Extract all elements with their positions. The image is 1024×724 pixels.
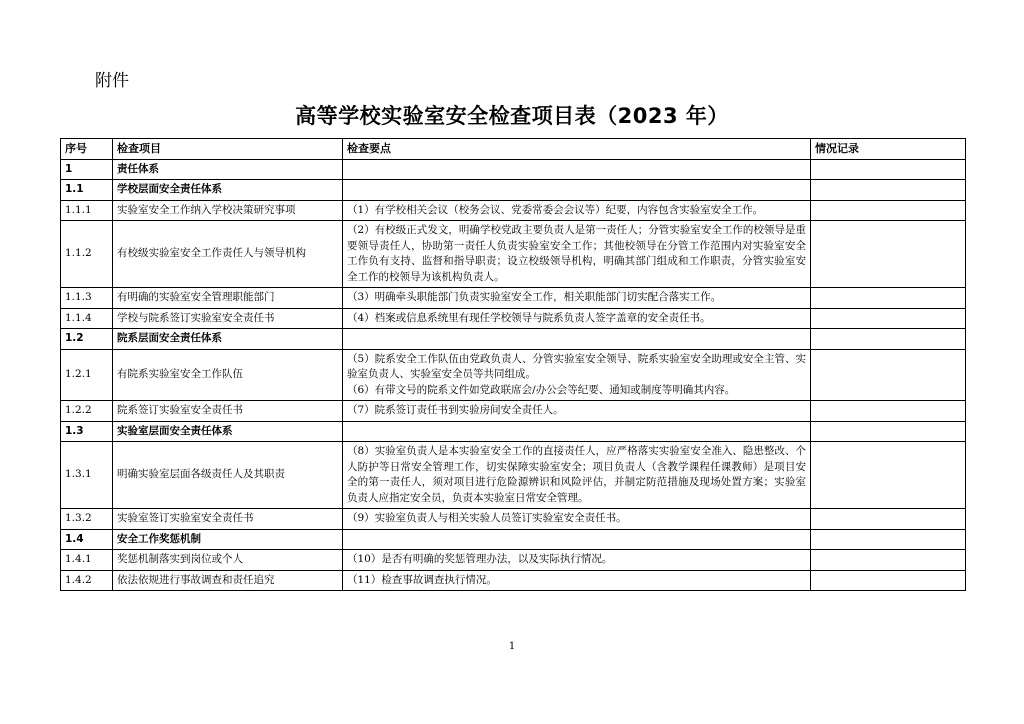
row-record-cell <box>811 550 966 571</box>
row-check-points: （2）有校级正式发文，明确学校党政主要负责人是第一责任人；分管实验室安全工作的校领导是重要领导责任人，协助第一责任人负责实验室安全工作；其他校领导在分管工作范围内对实验室安全工作负有支持、监督和指导职责；设立校级领导机构，明确其部门组成和工作职责，分管实验室安全工作的校领导为该机构负责人。 <box>343 221 811 288</box>
row-check-item: 安全工作奖惩机制 <box>113 529 343 550</box>
row-number: 1.1.2 <box>61 221 113 288</box>
row-record-cell <box>811 529 966 550</box>
row-number: 1 <box>61 159 113 180</box>
row-check-item: 院系层面安全责任体系 <box>113 329 343 350</box>
section-row <box>61 180 966 201</box>
header-item: 检查项目 <box>113 139 343 160</box>
section-row <box>61 421 966 442</box>
table-body <box>61 159 966 591</box>
row-record-cell <box>811 221 966 288</box>
row-number: 1.2.1 <box>61 349 113 401</box>
row-number: 1.2.2 <box>61 401 113 422</box>
table-row <box>61 221 966 288</box>
attachment-label: 附件 <box>95 71 129 91</box>
inspection-table <box>60 138 966 591</box>
table-header-row <box>61 139 966 160</box>
row-record-cell <box>811 180 966 201</box>
row-number: 1.3.2 <box>61 509 113 530</box>
row-check-item: 实验室层面安全责任体系 <box>113 421 343 442</box>
section-row <box>61 529 966 550</box>
row-check-item: 实验室安全工作纳入学校决策研究事项 <box>113 200 343 221</box>
row-number: 1.1.3 <box>61 288 113 309</box>
row-check-points: （5）院系安全工作队伍由党政负责人、分管实验室安全领导、院系实验室安全助理或安全主管、实验室负责人、实验室安全员等共同组成。 （6）有带文号的院系文件如党政联席会/办公会等纪要、通知或制度等明确其内容。 <box>343 349 811 401</box>
document-title: 高等学校实验室安全检查项目表（2023 年） <box>295 104 729 128</box>
row-number: 1.3.1 <box>61 442 113 509</box>
row-check-points <box>343 159 811 180</box>
row-record-cell <box>811 200 966 221</box>
table-row <box>61 401 966 422</box>
table-row <box>61 570 966 591</box>
row-check-item: 学校层面安全责任体系 <box>113 180 343 201</box>
row-check-item: 明确实验室层面各级责任人及其职责 <box>113 442 343 509</box>
row-number: 1.4.1 <box>61 550 113 571</box>
row-number: 1.4.2 <box>61 570 113 591</box>
row-check-item: 责任体系 <box>113 159 343 180</box>
row-record-cell <box>811 288 966 309</box>
header-record: 情况记录 <box>811 139 966 160</box>
row-record-cell <box>811 442 966 509</box>
row-check-points <box>343 329 811 350</box>
row-check-points <box>343 529 811 550</box>
row-record-cell <box>811 308 966 329</box>
row-record-cell <box>811 159 966 180</box>
table-row <box>61 349 966 401</box>
row-check-item: 实验室签订实验室安全责任书 <box>113 509 343 530</box>
row-check-item: 有院系实验室安全工作队伍 <box>113 349 343 401</box>
row-record-cell <box>811 329 966 350</box>
row-check-points <box>343 180 811 201</box>
row-number: 1.1 <box>61 180 113 201</box>
row-check-points: （8）实验室负责人是本实验室安全工作的直接责任人，应严格落实实验室安全准入、隐患整改、个人防护等日常安全管理工作，切实保障实验室安全；项目负责人（含教学课程任课教师）是项目安全的第一责任人，须对项目进行危险源辨识和风险评估，并制定防范措施及现场处置方案；实验室负责人应指定安全员，负责本实验室日常安全管理。 <box>343 442 811 509</box>
section-row <box>61 159 966 180</box>
row-number: 1.2 <box>61 329 113 350</box>
row-check-points: （3）明确牵头职能部门负责实验室安全工作，相关职能部门切实配合落实工作。 <box>343 288 811 309</box>
table-row <box>61 550 966 571</box>
row-record-cell <box>811 401 966 422</box>
row-check-points: （1）有学校相关会议（校务会议、党委常委会会议等）纪要，内容包含实验室安全工作。 <box>343 200 811 221</box>
table-row <box>61 442 966 509</box>
row-record-cell <box>811 509 966 530</box>
row-check-item: 有校级实验室安全工作责任人与领导机构 <box>113 221 343 288</box>
row-number: 1.3 <box>61 421 113 442</box>
table-row <box>61 288 966 309</box>
row-number: 1.4 <box>61 529 113 550</box>
row-record-cell <box>811 421 966 442</box>
header-points: 检查要点 <box>343 139 811 160</box>
row-record-cell <box>811 349 966 401</box>
row-check-points: （9）实验室负责人与相关实验人员签订实验室安全责任书。 <box>343 509 811 530</box>
table-row <box>61 509 966 530</box>
table-row <box>61 200 966 221</box>
row-number: 1.1.1 <box>61 200 113 221</box>
row-check-item: 院系签订实验室安全责任书 <box>113 401 343 422</box>
row-record-cell <box>811 570 966 591</box>
row-number: 1.1.4 <box>61 308 113 329</box>
row-check-points: （11）检查事故调查执行情况。 <box>343 570 811 591</box>
table-row <box>61 308 966 329</box>
row-check-item: 奖惩机制落实到岗位或个人 <box>113 550 343 571</box>
row-check-points: （7）院系签订责任书到实验房间安全责任人。 <box>343 401 811 422</box>
row-check-item: 有明确的实验室安全管理职能部门 <box>113 288 343 309</box>
row-check-points: （10）是否有明确的奖惩管理办法，以及实际执行情况。 <box>343 550 811 571</box>
row-check-points <box>343 421 811 442</box>
row-check-item: 依法依规进行事故调查和责任追究 <box>113 570 343 591</box>
row-check-item: 学校与院系签订实验室安全责任书 <box>113 308 343 329</box>
section-row <box>61 329 966 350</box>
header-no: 序号 <box>61 139 113 160</box>
row-check-points: （4）档案或信息系统里有现任学校领导与院系负责人签字盖章的安全责任书。 <box>343 308 811 329</box>
page-number: 1 <box>508 641 516 652</box>
